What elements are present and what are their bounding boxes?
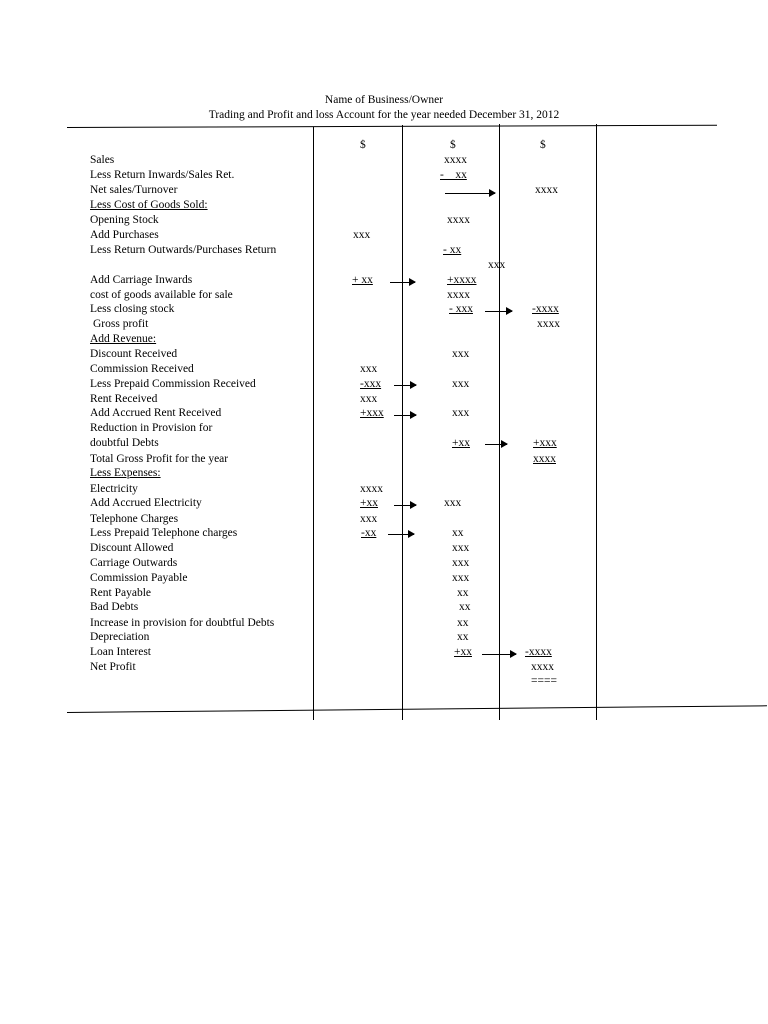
return-inwards-c2: - xx bbox=[440, 169, 467, 181]
label-net-sales: Net sales/Turnover bbox=[90, 184, 178, 196]
opening-stock-c2: xxxx bbox=[447, 214, 470, 226]
label-opening-stock: Opening Stock bbox=[90, 214, 159, 226]
net-profit-double-rule: ==== bbox=[531, 675, 557, 687]
depreciation-c2: xx bbox=[457, 631, 469, 643]
gross-profit-c3: xxxx bbox=[537, 318, 560, 330]
statement-title: Trading and Profit and loss Account for the year needed December 31, 2012 bbox=[208, 109, 560, 121]
label-commission-payable: Commission Payable bbox=[90, 572, 188, 584]
return-outwards-c2: - xx bbox=[443, 244, 462, 256]
label-rent-payable: Rent Payable bbox=[90, 587, 151, 599]
prepaid-commission-c2: xxx bbox=[452, 378, 470, 390]
discount-allowed-c2: xxx bbox=[452, 542, 470, 554]
label-return-outwards: Less Return Outwards/Purchases Return bbox=[90, 244, 277, 256]
net-sales-c3: xxxx bbox=[535, 184, 558, 196]
label-commission-received: Commission Received bbox=[90, 363, 194, 375]
carriage-outwards-c2: xxx bbox=[452, 557, 470, 569]
commission-payable-c2: xxx bbox=[452, 572, 470, 584]
label-closing-stock: Less closing stock bbox=[90, 303, 175, 315]
label-purchases: Add Purchases bbox=[90, 229, 159, 241]
bad-debts-c2: xx bbox=[459, 601, 471, 613]
purchases-c1: xxx bbox=[353, 229, 371, 241]
carriage-inwards-c1: + xx bbox=[352, 274, 373, 286]
col-header-3: $ bbox=[540, 139, 546, 151]
label-reduction-provision: Reduction in Provision for bbox=[90, 422, 213, 434]
prepaid-telephone-c1: -xx bbox=[361, 527, 377, 539]
closing-stock-c3: -xxxx bbox=[532, 303, 559, 315]
label-accrued-electricity: Add Accrued Electricity bbox=[90, 497, 202, 509]
arrow-accrued-electricity bbox=[394, 505, 416, 506]
accrued-electricity-c2: xxx bbox=[444, 497, 462, 509]
loan-interest-c2: +xx bbox=[454, 646, 472, 658]
label-telephone: Telephone Charges bbox=[90, 513, 179, 525]
label-net-profit: Net Profit bbox=[90, 661, 136, 673]
col-divider-4 bbox=[596, 124, 597, 720]
loan-interest-c3: -xxxx bbox=[525, 646, 552, 658]
increase-provision-c2: xx bbox=[457, 617, 469, 629]
prepaid-telephone-c2: xx bbox=[452, 527, 464, 539]
label-doubtful-debts: doubtful Debts bbox=[90, 437, 159, 449]
rent-payable-c2: xx bbox=[457, 587, 469, 599]
label-depreciation: Depreciation bbox=[90, 631, 150, 643]
col-header-1: $ bbox=[360, 139, 366, 151]
top-rule bbox=[67, 125, 717, 128]
label-discount-allowed: Discount Allowed bbox=[90, 542, 174, 554]
rent-received-c1: xxx bbox=[360, 393, 378, 405]
closing-stock-c2: - xxx bbox=[449, 303, 473, 315]
label-carriage-outwards: Carriage Outwards bbox=[90, 557, 178, 569]
label-cost-available: cost of goods available for sale bbox=[90, 289, 233, 301]
doubtful-debts-c3: +xxx bbox=[533, 437, 557, 449]
arrow-prepaid-commission bbox=[394, 385, 416, 386]
label-prepaid-telephone: Less Prepaid Telephone charges bbox=[90, 527, 238, 539]
electricity-c1: xxxx bbox=[360, 483, 383, 495]
arrow-net-sales bbox=[445, 193, 495, 194]
accrued-electricity-c1: +xx bbox=[360, 497, 378, 509]
accrued-rent-c2: xxx bbox=[452, 407, 470, 419]
label-accrued-rent: Add Accrued Rent Received bbox=[90, 407, 222, 419]
col-divider-2 bbox=[402, 125, 403, 720]
accrued-rent-c1: +xxx bbox=[360, 407, 384, 419]
doubtful-debts-c2: +xx bbox=[452, 437, 470, 449]
col-header-2: $ bbox=[450, 139, 456, 151]
col-divider-1 bbox=[313, 127, 314, 720]
col-divider-3 bbox=[499, 124, 500, 720]
telephone-c1: xxx bbox=[360, 513, 378, 525]
net-profit-c3: xxxx bbox=[531, 661, 554, 673]
return-outwards-extra: xxx bbox=[488, 259, 506, 271]
bottom-rule bbox=[67, 705, 767, 713]
arrow-closing-stock bbox=[485, 311, 512, 312]
carriage-inwards-c2: +xxxx bbox=[447, 274, 477, 286]
discount-received-c2: xxx bbox=[452, 348, 470, 360]
sales-c2: xxxx bbox=[444, 154, 467, 166]
total-gross-profit-c3: xxxx bbox=[533, 453, 556, 465]
label-sales: Sales bbox=[90, 154, 115, 166]
heading-cost-of-goods-sold: Less Cost of Goods Sold: bbox=[90, 199, 208, 211]
commission-received-c1: xxx bbox=[360, 363, 378, 375]
arrow-prepaid-telephone bbox=[388, 534, 414, 535]
arrow-accrued-rent bbox=[394, 415, 416, 416]
label-increase-provision: Increase in provision for doubtful Debts bbox=[90, 617, 275, 629]
label-bad-debts: Bad Debts bbox=[90, 601, 139, 613]
prepaid-commission-c1: -xxx bbox=[360, 378, 382, 390]
arrow-carriage-inwards bbox=[390, 282, 415, 283]
label-prepaid-commission: Less Prepaid Commission Received bbox=[90, 378, 256, 390]
label-total-gross-profit: Total Gross Profit for the year bbox=[90, 453, 229, 465]
business-name: Name of Business/Owner bbox=[324, 94, 444, 106]
heading-revenue: Add Revenue: bbox=[90, 333, 157, 345]
arrow-doubtful-debts bbox=[485, 444, 507, 445]
heading-expenses: Less Expenses: bbox=[90, 467, 161, 479]
cost-available-c2: xxxx bbox=[447, 289, 470, 301]
label-gross-profit: Gross profit bbox=[93, 318, 149, 330]
label-rent-received: Rent Received bbox=[90, 393, 158, 405]
label-discount-received: Discount Received bbox=[90, 348, 178, 360]
label-electricity: Electricity bbox=[90, 483, 138, 495]
arrow-loan-interest bbox=[482, 654, 516, 655]
label-loan-interest: Loan Interest bbox=[90, 646, 151, 658]
label-carriage-inwards: Add Carriage Inwards bbox=[90, 274, 193, 286]
label-return-inwards: Less Return Inwards/Sales Ret. bbox=[90, 169, 235, 181]
